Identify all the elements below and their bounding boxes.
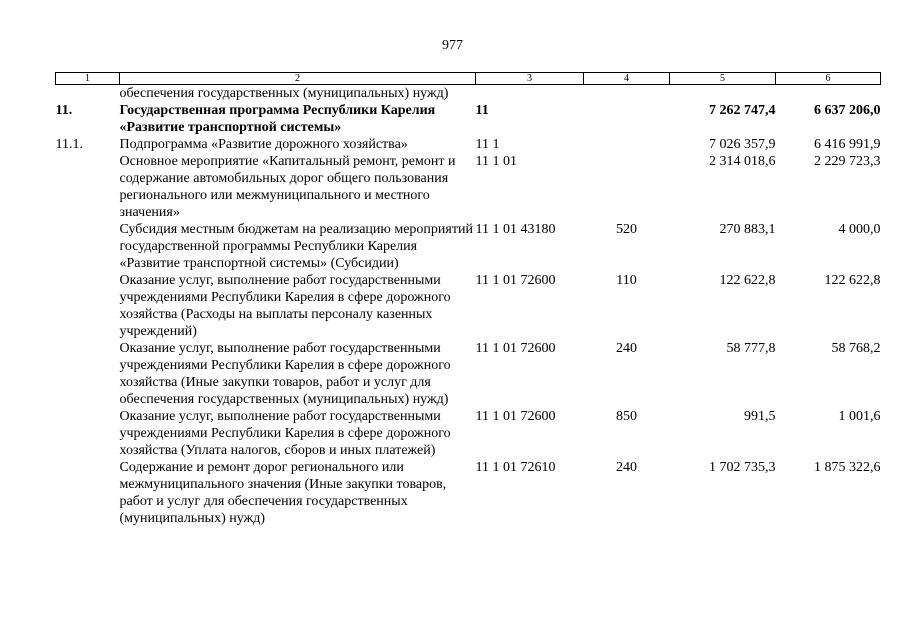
row-code-cell: 11 1 01 72600 [475,341,556,356]
row-amount-2017-cell: 122 622,8 [719,273,776,288]
row-amount-2017-cell: 270 883,1 [719,222,776,237]
column-header-2: 2 [120,73,476,85]
row-number-cell: 11.1. [55,137,83,152]
row-amount-2017-cell: 7 026 357,9 [709,137,776,152]
row-code-cell: 11 1 01 72600 [475,409,556,424]
row-amount-2017-cell: 7 262 747,4 [709,103,776,118]
row-code-cell: 11 [475,103,489,118]
column-header-3: 3 [476,73,584,85]
table-header [56,73,881,85]
row-code-cell: 11 1 01 72600 [475,273,556,288]
row-expense-type-cell: 520 [616,222,637,237]
table-row [56,102,881,136]
row-name-cell: Содержание и ремонт дорог регионального или межмуниципального значения (Иные закупки товаров, работ и услуг для обеспечения государственных (муниципальных) нужд) [119,460,447,526]
row-amount-2017-cell: 1 702 735,3 [709,460,776,475]
page-number: 977 [442,38,463,53]
row-number-cell [56,340,120,408]
row-name-cell: Оказание услуг, выполнение работ государственными учреждениями Республики Карелия в сфере дорожного хозяйства (Расходы на выплаты персоналу казенных учреждений) [119,273,451,339]
row-expense-type-cell [584,153,670,221]
table-row [56,85,881,103]
row-amount-2018-cell: 4 000,0 [838,222,881,237]
row-expense-type-cell: 850 [616,409,637,424]
row-amount-2018-cell: 122 622,8 [824,273,881,288]
row-name-cell: Оказание услуг, выполнение работ государственными учреждениями Республики Карелия в сфере дорожного хозяйства (Иные закупки товаров, работ и услуг для обеспечения государственных (муниципальных) нужд) [119,341,451,407]
row-amount-2018-cell: 6 416 991,9 [814,137,881,152]
row-expense-type-cell: 110 [616,273,637,288]
row-amount-2018-cell: 1 001,6 [838,409,881,424]
row-code-cell: 11 1 [475,137,500,152]
row-code-cell: 11 1 01 72610 [475,460,556,475]
row-name-cell: Подпрограмма «Развитие дорожного хозяйства» [119,137,408,152]
column-header-5: 5 [670,73,776,85]
row-amount-2018-cell: 2 229 723,3 [814,154,881,169]
row-number-cell [56,85,120,103]
row-number-cell: 11. [55,103,73,118]
row-number-cell [56,408,120,459]
table-row [56,408,881,459]
row-amount-2018-cell: 1 875 322,6 [814,460,881,475]
row-number-cell [56,153,120,221]
row-expense-type-cell [584,136,670,153]
budget-table [55,72,881,527]
table-row [56,272,881,340]
row-number-cell [56,221,120,272]
row-name-cell: Субсидия местным бюджетам на реализацию мероприятий государственной программы Республики Карелия «Развитие транспортной системы» (Субсидии) [119,222,473,271]
row-name-cell: обеспечения государственных (муниципальных) нужд) [119,86,449,101]
table-row [56,221,881,272]
row-amount-2018-cell [776,85,881,103]
row-amount-2017-cell [670,85,776,103]
row-code-cell: 11 1 01 43180 [475,222,556,237]
row-name-cell: Основное мероприятие «Капитальный ремонт, ремонт и содержание автомобильных дорог общего пользования регионального или межмуниципального и местного значения» [119,154,456,220]
row-number-cell [56,272,120,340]
row-expense-type-cell [584,102,670,136]
row-expense-type-cell [584,85,670,103]
row-amount-2018-cell: 6 637 206,0 [814,103,881,118]
row-amount-2018-cell: 58 768,2 [831,341,881,356]
row-code-cell: 11 1 01 [475,154,517,169]
row-name-cell: Оказание услуг, выполнение работ государственными учреждениями Республики Карелия в сфере дорожного хозяйства (Уплата налогов, сборов и иных платежей) [119,409,451,458]
row-expense-type-cell: 240 [616,460,637,475]
row-amount-2017-cell: 991,5 [744,409,776,424]
column-header-6: 6 [776,73,881,85]
column-header-4: 4 [584,73,670,85]
row-code-cell [476,85,584,103]
row-amount-2017-cell: 58 777,8 [726,341,776,356]
column-header-1: 1 [56,73,120,85]
row-amount-2017-cell: 2 314 018,6 [709,154,776,169]
table-row [56,136,881,153]
row-name-cell: Государственная программа Республики Карелия «Развитие транспортной системы» [119,103,436,135]
table-row [56,340,881,408]
row-expense-type-cell: 240 [616,341,637,356]
table-row [56,459,881,527]
column-number-row [56,73,881,85]
table-row [56,153,881,221]
table-body [56,85,881,528]
row-number-cell [56,459,120,527]
